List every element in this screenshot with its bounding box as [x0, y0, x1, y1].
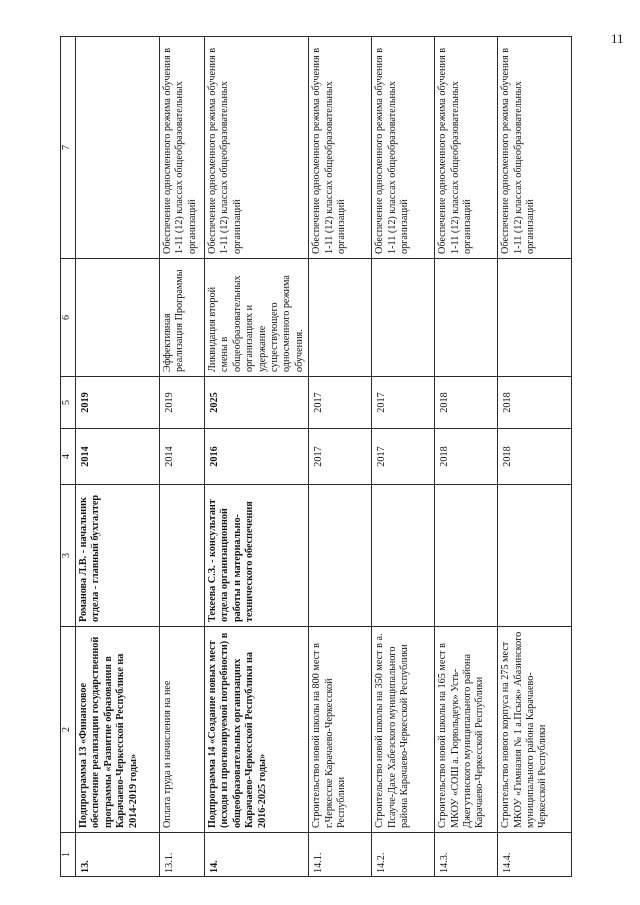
expected-result-cell: [435, 259, 498, 377]
expected-result-cell: [309, 259, 372, 377]
consequence-cell: Обеспечение односменного режима обучения в 1-11 (12) классах общеобразовательных организаций: [309, 37, 372, 259]
table-row: [309, 37, 372, 877]
end-year-cell: 2025: [205, 377, 309, 429]
measure-name-cell: Подпрограмма 14 «Создание новых мест (исходя из прогнозируемой потребности) в общеобразовательных организациях Карачаево-Черкесской Республики на 2016-2025 годы»: [205, 627, 309, 833]
end-year-cell: 2018: [435, 377, 498, 429]
start-year-cell: 2016: [205, 429, 309, 485]
consequence-cell: [76, 37, 160, 259]
table-row: [435, 37, 498, 877]
column-number: 1: [61, 833, 76, 877]
executor-cell: Романова Л.В. - начальник отдела - главный бухгалтер: [76, 485, 160, 627]
end-year-cell: 2017: [372, 377, 435, 429]
column-number: 4: [61, 429, 76, 485]
consequence-cell: Обеспечение односменного режима обучения в 1-11 (12) классах общеобразовательных организаций: [435, 37, 498, 259]
expected-result-cell: [76, 259, 160, 377]
consequence-cell: Обеспечение односменного режима обучения в 1-11 (12) классах общеобразовательных организаций: [160, 37, 205, 259]
executor-cell: [309, 485, 372, 627]
measure-name-cell: Строительство новой школы на 800 мест в г.Черкесске Карачаево-Черкесской Республики: [309, 627, 372, 833]
column-number: 6: [61, 259, 76, 377]
end-year-cell: 2018: [498, 377, 572, 429]
start-year-cell: 2014: [160, 429, 205, 485]
column-number: 7: [61, 37, 76, 259]
consequence-cell: Обеспечение односменного режима обучения в 1-11 (12) классах общеобразовательных организаций: [205, 37, 309, 259]
expected-result-cell: [498, 259, 572, 377]
row-number-cell: 13.: [76, 833, 160, 877]
start-year-cell: 2014: [76, 429, 160, 485]
start-year-cell: 2017: [309, 429, 372, 485]
executor-cell: Текеева С.З. - консультант отдела организационной работы и материально-технического обеспечения: [205, 485, 309, 627]
start-year-cell: 2018: [435, 429, 498, 485]
measure-name-cell: Строительство новой школы на 165 мест в МКОУ «СОШ а. Гюрюльдеук» Усть-Джегутинского муниципального района Карачаево-Черкесской Республики: [435, 627, 498, 833]
end-year-cell: 2017: [309, 377, 372, 429]
expected-result-cell: Эффективная реализация Программы: [160, 259, 205, 377]
column-number: 2: [61, 627, 76, 833]
document-sheet: [60, 37, 605, 877]
measure-name-cell: Строительство новой школы на 350 мест в а. Псауче-Дахе Хабезского муниципального района Карачаево-Черкесской Республики: [372, 627, 435, 833]
end-year-cell: 2019: [160, 377, 205, 429]
start-year-cell: 2018: [498, 429, 572, 485]
table-body: [61, 37, 572, 877]
row-number-cell: 13.1.: [160, 833, 205, 877]
executor-cell: [435, 485, 498, 627]
column-number: 5: [61, 377, 76, 429]
consequence-cell: Обеспечение односменного режима обучения в 1-11 (12) классах общеобразовательных организаций: [372, 37, 435, 259]
executor-cell: [372, 485, 435, 627]
measure-name-cell: Строительство нового корпуса на 275 мест МКОУ «Гимназия № 1 а.Псыж» Абазинского муниципального района Карачаево-Черкесской Республики: [498, 627, 572, 833]
page-number: 11: [611, 31, 624, 46]
table-row: [205, 37, 309, 877]
expected-result-cell: Ликвидация второй смены в общеобразовательных организациях и удержание существующего односменного режима обучения.: [205, 259, 309, 377]
column-number-row: [61, 37, 76, 877]
row-number-cell: 14.4.: [498, 833, 572, 877]
executor-cell: [160, 485, 205, 627]
column-number: 3: [61, 485, 76, 627]
row-number-cell: 14.1.: [309, 833, 372, 877]
start-year-cell: 2017: [372, 429, 435, 485]
expected-result-cell: [372, 259, 435, 377]
program-table: [60, 36, 572, 877]
row-number-cell: 14.: [205, 833, 309, 877]
measure-name-cell: Подпрограмма 13 «Финансовое обеспечение реализации государственной программы «Развитие образования в Карачаево-Черкесской Республике на 2014-2019 годы»: [76, 627, 160, 833]
executor-cell: [498, 485, 572, 627]
table-row: [372, 37, 435, 877]
consequence-cell: Обеспечение односменного режима обучения в 1-11 (12) классах общеобразовательных организаций: [498, 37, 572, 259]
measure-name-cell: Оплата труда и начисления на нее: [160, 627, 205, 833]
row-number-cell: 14.3.: [435, 833, 498, 877]
table-row: [498, 37, 572, 877]
end-year-cell: 2019: [76, 377, 160, 429]
table-row: [76, 37, 160, 877]
row-number-cell: 14.2.: [372, 833, 435, 877]
table-row: [160, 37, 205, 877]
